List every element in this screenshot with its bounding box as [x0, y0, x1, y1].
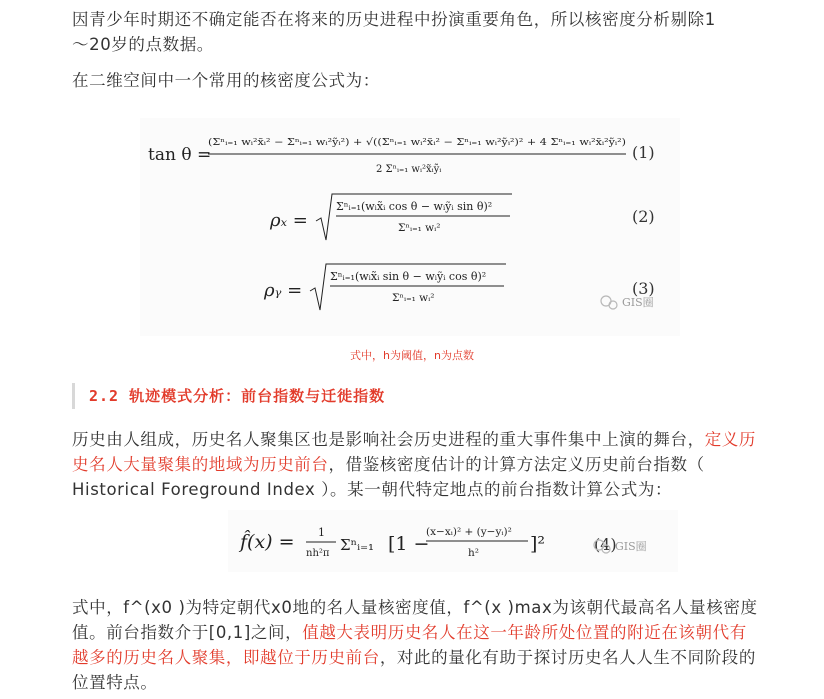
f1-numerator: (Σⁿᵢ₌₁ wᵢ²x̃ᵢ² − Σⁿᵢ₌₁ wᵢ²ỹᵢ²) + √((Σⁿᵢ₌₁ wᵢ²x̃ᵢ² − Σⁿᵢ₌₁ wᵢ²ỹᵢ²)² + 4 Σⁿᵢ₌₁ wᵢ²x̃ᵢ²ỹᵢ²) — [208, 137, 626, 148]
section-heading: 2.2 轨迹模式分析：前台指数与迁徙指数 — [72, 383, 762, 409]
formula-intro: 在二维空间中一个常用的核密度公式为： — [72, 71, 380, 90]
formula-image-4 — [228, 510, 678, 572]
f2-tag: (2) — [632, 207, 655, 226]
f4-bracket-close: ]² — [530, 533, 546, 555]
f2-denominator: Σⁿᵢ₌₁ wᵢ² — [398, 222, 441, 234]
formula-caption: 式中，h为阈值，n为点数 — [350, 349, 474, 362]
para2-text-a: 历史由人组成，历史名人聚集区也是影响社会历史进程的重大事件集中上演的舞台， — [72, 430, 705, 449]
f4-tag: (4) — [594, 535, 617, 554]
intro-line-1: 因青少年时期还不确定能否在将来的历史进程中扮演重要角色，所以核密度分析剔除1 — [72, 10, 716, 29]
wechat-watermark-icon — [601, 296, 617, 309]
f3-denominator: Σⁿᵢ₌₁ wᵢ² — [392, 292, 435, 304]
f4-frac-den: nh²π — [306, 548, 330, 559]
f4-bracket-open: [1 − — [388, 533, 430, 555]
f1-tag: (1) — [632, 143, 655, 162]
paragraph-foreground — [72, 427, 762, 502]
f1-lhs: tan θ = — [148, 145, 212, 165]
paragraph-index-definition — [72, 595, 762, 695]
para2-text-b: ，借鉴核密度估计的计算方法定义历史前台指数（ Historical Foreground Index ）。某一朝代特定地点的前台指数计算公式为： — [72, 455, 705, 499]
f4-inner-num: (x−xᵢ)² + (y−yᵢ)² — [426, 526, 512, 538]
intro-paragraph — [72, 7, 762, 57]
f1-denominator: 2 Σⁿᵢ₌₁ wᵢ²x̃ᵢỹᵢ — [376, 164, 442, 175]
para3-highlight: 值越大表明历史名人在这一年龄所处位置的附近在该朝代有越多的历史名人聚集，即越位于历史前台 — [72, 623, 747, 667]
f4-frac-num: 1 — [318, 526, 325, 539]
f2-lhs: ρₓ = — [270, 210, 308, 231]
watermark-text-2: GIS圈 — [615, 540, 647, 553]
f4-inner-den: h² — [468, 547, 479, 559]
para3-text-b: ，对此的量化有助于探讨历史名人人生不同阶段的位置特点。 — [72, 648, 757, 692]
para3-text-a: 式中，f^(x0 )为特定朝代x0地的名人量核密度值，f^(x )max为该朝代最高名人量核密度值。前台指数介于[0,1]之间， — [72, 598, 758, 642]
intro-line-2: ～20岁的点数据。 — [72, 35, 214, 54]
formula-image-1-3 — [140, 118, 680, 336]
f2-numerator: Σⁿᵢ₌₁(wᵢx̃ᵢ cos θ − wᵢỹᵢ sin θ)² — [336, 200, 493, 213]
watermark-text: GIS圈 — [622, 296, 654, 309]
para2-highlight: 定义历史名人大量聚集的地域为历史前台 — [72, 430, 757, 474]
f4-lhs: f̂(x) = — [240, 531, 295, 553]
f3-lhs: ρᵧ = — [264, 280, 303, 301]
f3-numerator: Σⁿᵢ₌₁(wᵢx̃ᵢ sin θ − wᵢỹᵢ cos θ)² — [330, 270, 487, 283]
f4-sum: Σⁿᵢ₌₁ — [340, 536, 375, 554]
f3-tag: (3) — [632, 279, 655, 298]
